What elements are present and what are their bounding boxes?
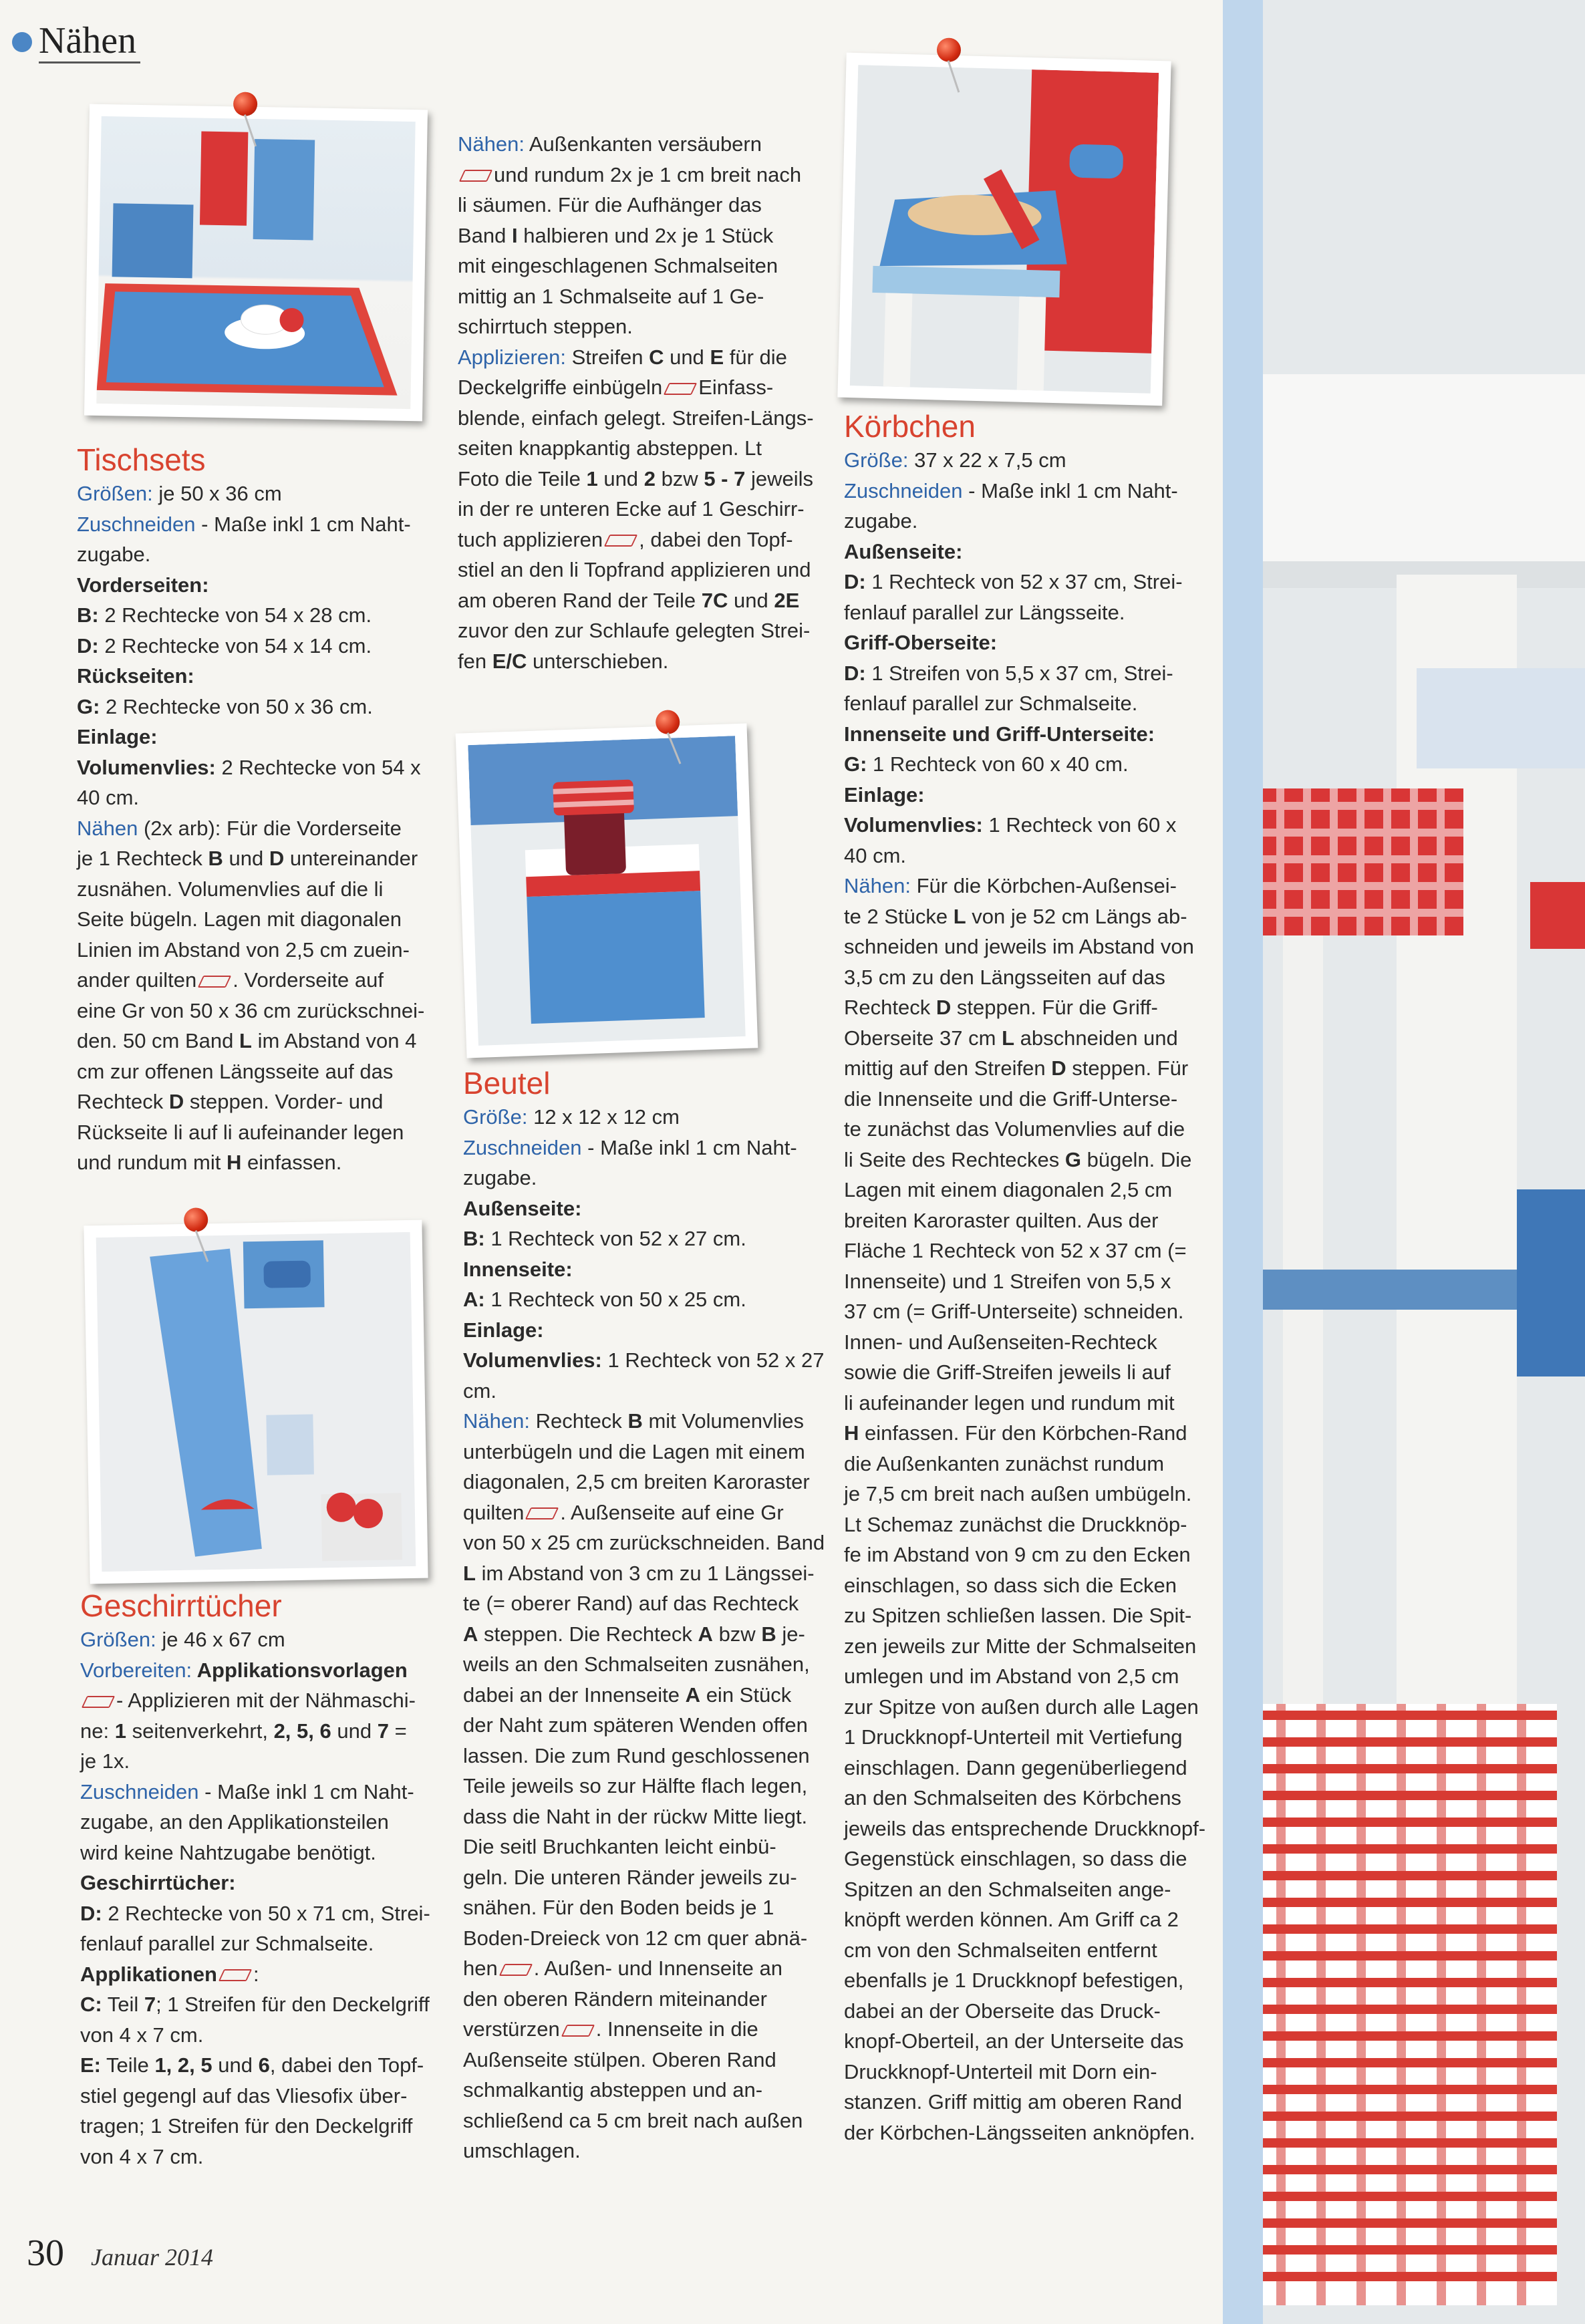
beutel-illustration (468, 736, 745, 1046)
pushpin-icon (937, 37, 962, 62)
geschirrtuecher-illustration (96, 1232, 416, 1572)
scissors-icon (499, 1964, 533, 1976)
photo-geschirrtuecher (84, 1220, 428, 1584)
page-footer (27, 2232, 213, 2275)
photo-tischsets (84, 104, 428, 422)
heading-beutel: Beutel (463, 1066, 551, 1101)
pushpin-icon (233, 92, 258, 116)
page-edge-band (1223, 0, 1263, 2324)
column-koerbchen: Körbchen Größe: 37 x 22 x 7,5 cm Zuschneiden - Maße inkl 1 cm Naht- zugabe. Außenseite: D: 1 Rechteck von 52 x 37 cm, Strei- fenlauf parallel zur Längsseite. Griff-Oberseite: D: 1 Streifen von 5,5 x 37 cm, Strei- fenlauf parallel zur Schmalseite. Innenseite und Griff-Unterseite: G: 1 Rechteck von 60 x 40 cm. Einlage: Volumenvlies: 1 Rechteck von 60 x 40 cm. Nähen: Für die Körbchen-Außensei- te 2 Stücke L von je 52 cm Längs ab- schneiden und jeweils im Abstand von 3,5 cm zu den Längsseiten auf das Rechteck D steppen. Für die Griff- Oberseite 37 cm L abschneiden und mittig auf den Streifen D steppen. Für die Innenseite und die Griff-Unterse- te zunächst das Volumenvlies auf die li Seite des Rechteckes G bügeln. Die Lagen mit einem diagonalen 2,5 cm breiten Karoraster quilten. Aus der Fläche 1 Rechteck von 52 x 37 cm (= Innenseite) und 1 Streifen von 5,5 x 37 cm (= Griff-Unterseite) schneiden. Innen- und Außenseiten-Rechteck sowie die Griff-Streifen jeweils li auf li aufeinander legen und rundum mit H einfassen. Für den Körbchen-Rand die Außenkanten zunächst rundum je 7,5 cm breit nach außen umbügeln. Lt Schemaz zunächst die Druckknöp- fe im Abstand von 9 cm zu den Ecken einschlagen, so dass sich die Ecken zu Spitzen schließen lassen. Die Spit- zen jeweils zur Mitte der Schmalseiten umlegen und im Abstand von 2,5 cm zur Spitze von außen durch alle Lagen 1 Druckknopf-Unterteil mit Vertiefung einschlagen. Dann gegenüberliegend an den Schmalseiten des Körbchens jeweils das entsprechende Druckknopf- Gegenstück einschlagen, so dass die Spitzen an den Schmalseiten ange- knöpft werden können. Am Griff ca 2 cm von den Schmalseiten entfernt ebenfalls je 1 Druckknopf befestigen, dabei an der Oberseite das Druck- knopf-Oberteil, an der Unterseite das Druckknopf-Unterteil mit Dorn ein- stanzen. Griff mittig am oberen Rand der Körbchen-Längsseiten anknöpfen. (844, 408, 1218, 2148)
photo-koerbchen (837, 53, 1171, 406)
pushpin-icon (656, 710, 680, 734)
chair-illustration (1263, 0, 1585, 2324)
pushpin-icon (184, 1207, 208, 1232)
column-tischsets: Tischsets Größen: je 50 x 36 cm Zuschneiden - Maße inkl 1 cm Naht- zugabe. Vorderseiten: B: 2 Rechtecke von 54 x 28 cm. D: 2 Rechtecke von 54 x 14 cm. Rückseiten: G: 2 Rechtecke von 50 x 36 cm. Einlage: Volumenvlies: 2 Rechtecke von 54 x 40 cm. Nähen (2x arb): Für die Vorderseite je 1 Rechteck B und D untereinander zusnähen. Volumenvlies auf die li Seite bügeln. Lagen mit diagonalen Linien im Abstand von 2,5 cm zuein- ander quilten . Vorderseite auf eine Gr von 50 x 36 cm zurückschnei- den. 50 cm Band L im Abstand von 4 cm zur offenen Längsseite auf das Rechteck D steppen. Vorder- und Rückseite li auf li aufeinander legen und rundum mit H einfassen. (77, 441, 451, 1178)
bullet-dot-icon (12, 32, 32, 52)
scissors-icon (525, 1507, 559, 1519)
page-number: 30 (27, 2232, 64, 2274)
scissors-icon (82, 1696, 115, 1708)
heading-geschirrtuecher: Geschirrtücher (80, 1588, 282, 1623)
scissors-icon (664, 383, 697, 395)
column-geschirrtuecher: Geschirrtücher Größen: je 46 x 67 cm Vorbereiten: Applikationsvorlagen - Applizieren mit der Nähmaschi- ne: 1 seitenverkehrt, 2, 5, 6 und 7 = je 1x. Zuschneiden - Maße inkl 1 cm Naht- zugabe, an den Applikationsteilen wird keine Nahtzugabe benötigt. Geschirrtücher: D: 2 Rechtecke von 50 x 71 cm, Strei- fenlauf parallel zur Schmalseite. Applikationen : C: Teil 7; 1 Streifen für den Deckelgriff von 4 x 7 cm. E: Teile 1, 2, 5 und 6, dabei den Topf- stiel gegengl auf das Vliesofix über- tragen; 1 Streifen für den Deckelgriff von 4 x 7 cm. (80, 1587, 454, 2172)
section-header (12, 20, 140, 63)
column-geschirr-continued: Nähen: Außenkanten versäubern und rundum 2x je 1 cm breit nach li säumen. Für die Aufhänger das Band I halbieren und 2x je 1 Stück mit eingeschlagenen Schmalseiten mittig an 1 Schmalseite auf 1 Ge- schirrtuch steppen. Applizieren: Streifen C und E für die Deckelgriffe einbügeln Einfass- blende, einfach gelegt. Streifen-Längs- seiten knappkantig absteppen. Lt Foto die Teile 1 und 2 bzw 5 - 7 jeweils in der re unteren Ecke auf 1 Geschirr- tuch applizieren , dabei den Topf- stiel an den li Topfrand applizieren und am oberen Rand der Teile 7C und 2E zuvor den zur Schlaufe gelegten Strei- fen E/C unterschieben. (458, 132, 814, 673)
scissors-icon (219, 1969, 252, 1981)
heading-tischsets: Tischsets (77, 442, 206, 477)
heading-koerbchen: Körbchen (844, 409, 976, 444)
section-title: Nähen (39, 20, 140, 63)
column-beutel: Beutel Größe: 12 x 12 x 12 cm Zuschneiden - Maße inkl 1 cm Naht- zugabe. Außenseite: B: 1 Rechteck von 52 x 27 cm. Innenseite: A: 1 Rechteck von 50 x 25 cm. Einlage: Volumenvlies: 1 Rechteck von 52 x 27 cm. Nähen: Rechteck B mit Volumenvlies unterbügeln und die Lagen mit einem diagonalen, 2,5 cm breiten Karoraster quilten . Außenseite auf eine Gr von 50 x 25 cm zurückschneiden. Band L im Abstand von 3 cm zu 1 Längssei- te (= oberer Rand) auf das Rechteck A steppen. Die Rechteck A bzw B je- weils an den Schmalseiten zusnähen, dabei an der Innenseite A ein Stück der Naht zum späteren Wenden offen lassen. Die zum Rund geschlossenen Teile jeweils so zur Hälfte flach legen, dass die Naht in der rückw Mitte liegt. Die seitl Bruchkanten leicht einbü- geln. Die unteren Ränder jeweils zu- snähen. Für den Boden beids je 1 Boden-Dreieck von 12 cm quer abnä- hen . Außen- und Innenseite an den oberen Rändern miteinander verstürzen . Innenseite in die Außenseite stülpen. Oberen Rand schmalkantig absteppen und an- schließend ca 5 cm breit nach außen umschlagen. (463, 1064, 837, 2166)
scissors-icon (459, 170, 492, 182)
photo-chair-table (1263, 0, 1585, 2324)
photo-beutel (456, 724, 758, 1058)
scissors-icon (198, 976, 231, 988)
scissors-icon (604, 535, 637, 547)
koerbchen-illustration (850, 65, 1159, 394)
issue-date: Januar 2014 (91, 2244, 213, 2271)
tischsets-illustration (96, 116, 415, 409)
scissors-icon (561, 2025, 595, 2037)
